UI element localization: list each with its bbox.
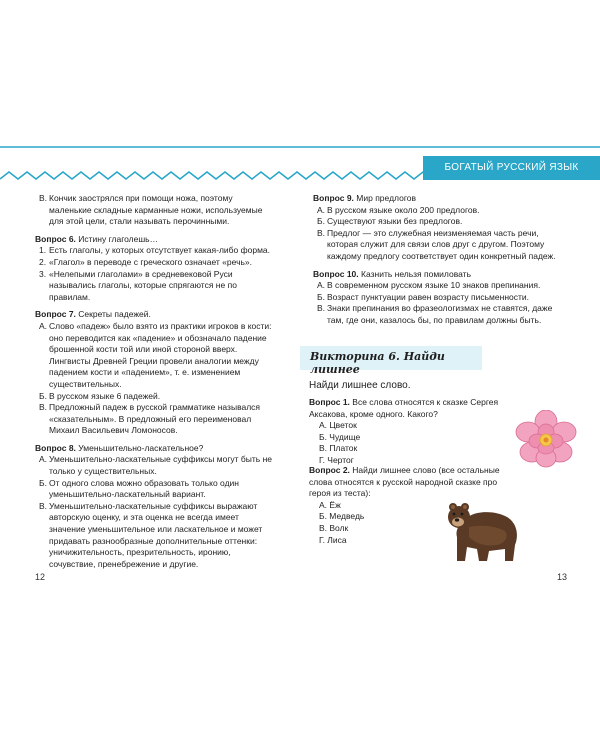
right-page-text xyxy=(313,193,571,327)
left-page-text xyxy=(35,193,273,570)
answer-option: А. В русском языке около 200 предлогов. xyxy=(317,204,480,215)
question-block xyxy=(35,234,273,304)
page-number-left: 12 xyxy=(35,572,46,582)
answer-option: Б. Медведь xyxy=(319,511,365,522)
question-title: Вопрос 6. Истину глаголешь… xyxy=(35,233,159,244)
flower-illustration xyxy=(512,410,580,468)
question-title: Вопрос 2. Найди лишнее слово (все остальные слова относятся к русской народной сказке про героя из теста): xyxy=(309,465,500,499)
answer-option: А. Цветок xyxy=(319,420,357,431)
quiz-title: Викторина 6. Найди лишнее xyxy=(310,350,445,376)
page-number-right: 13 xyxy=(557,572,568,582)
quiz-title-bar xyxy=(300,346,482,376)
answer-option: 2. «Глагол» в переводе с греческого означает «речь». xyxy=(39,256,253,267)
answer-option: 3. «Нелепыми глаголами» в средневековой Руси назывались глаголы, которые спрягаются не по правилам. xyxy=(39,268,237,302)
question-title: Вопрос 8. Уменьшительно-ласкательное? xyxy=(35,442,204,453)
section-label: БОГАТЫЙ РУССКИЙ ЯЗЫК xyxy=(444,162,579,173)
question-title: Вопрос 10. Казнить нельзя помиловать xyxy=(313,268,471,279)
answer-option: Б. От одного слова можно образовать только один уменьшительно-ласкательный вариант. xyxy=(39,477,239,500)
question-block xyxy=(35,309,273,437)
answer-option: В. Уменьшительно-ласкательные суффиксы выражают авторскую оценку, и эта оценка не всегда имеет значение уменьшительное или ласкательное и может придавать разнообразные дополнительные оттенки: уничижительность, презрительность, иронию, сочувствие, пренебрежение и другие. xyxy=(39,500,263,569)
bear-illustration xyxy=(445,497,523,565)
answer-option: В. Волк xyxy=(319,522,349,533)
question-title: Вопрос 1. Все слова относятся к сказке Сергея Аксакова, кроме одного. Какого? xyxy=(309,397,499,419)
answer-option: А. Уменьшительно-ласкательные суффиксы могут быть не только у существительных. xyxy=(39,454,273,477)
answer-option: А. В современном русском языке 10 знаков препинания. xyxy=(317,280,541,291)
quiz-task: Найди лишнее слово. xyxy=(309,380,411,391)
answer-option: А. Слово «падеж» было взято из практики игроков в кости: оно переводится как «падение» и обозначало падение брошенной кости той или иной стороной вверх. Лингвисты Древней Греции провели аналогии между падением кости и «падением», т. е. изменением существительных. xyxy=(39,320,272,389)
question-block xyxy=(313,269,571,327)
answer-option: В. Знаки препинания во фразеологизмах не ставятся, даже там, где они, казалось бы, по правилам должны быть. xyxy=(317,303,553,325)
answer-option: Б. Возраст пунктуации равен возрасту письменности. xyxy=(317,291,529,302)
answer-option: В. Платок xyxy=(319,443,358,454)
answer-option: Г. Лиса xyxy=(319,534,347,545)
answer-option: Г. Чертог xyxy=(319,454,354,465)
question-title: Вопрос 7. Секреты падежей. xyxy=(35,309,151,320)
question-block xyxy=(35,193,273,228)
answer-option: Б. Существуют языки без предлогов. xyxy=(317,216,463,227)
question-title: Вопрос 9. Мир предлогов xyxy=(313,193,416,203)
question-block xyxy=(313,193,571,263)
answer-option: А. Ёж xyxy=(319,499,341,510)
answer-option: Б. В русском языке 6 падежей. xyxy=(39,390,161,401)
answer-option: Б. Чудище xyxy=(319,431,361,442)
answer-option: 1. Есть глаголы, у которых отсутствует какая-либо форма. xyxy=(39,245,270,256)
question-block xyxy=(35,443,273,571)
answer-option: В. Кончик заострялся при помощи ножа, поэтому маленькие складные карманные ножи, используемые для этой цели, стали называть перочинными. xyxy=(39,193,263,227)
answer-option: В. Предложный падеж в русской грамматике назывался «сказательным». В предложный его переименовал Михаил Васильевич Ломоносов. xyxy=(39,402,261,436)
answer-option: В. Предлог — это служебная неизменяемая часть речи, которая служит для связи слов друг с другом. Поэтому каждому предлогу соответствует один конкретный падеж. xyxy=(317,227,556,261)
quiz-question-1 xyxy=(309,397,505,467)
